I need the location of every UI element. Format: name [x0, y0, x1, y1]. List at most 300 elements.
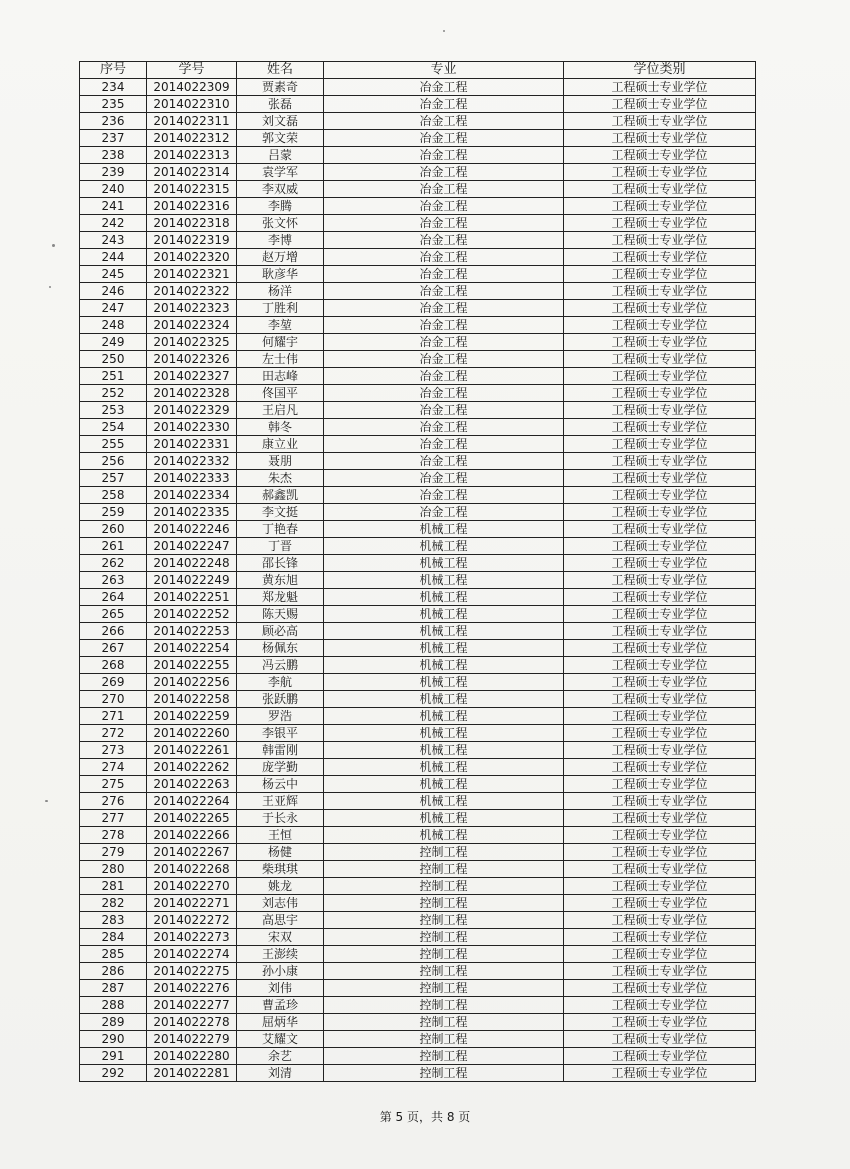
cell-seq: 278 [80, 827, 147, 844]
cell-name: 耿彦华 [237, 266, 324, 283]
header-degree-type: 学位类别 [564, 62, 756, 79]
table-row [80, 793, 756, 810]
cell-name: 庞学勤 [237, 759, 324, 776]
cell-student-id: 2014022314 [147, 164, 237, 181]
cell-major: 机械工程 [324, 623, 564, 640]
cell-name: 冯云鹏 [237, 657, 324, 674]
cell-student-id: 2014022255 [147, 657, 237, 674]
cell-major: 机械工程 [324, 674, 564, 691]
cell-major: 冶金工程 [324, 436, 564, 453]
cell-name: 左士伟 [237, 351, 324, 368]
cell-seq: 286 [80, 963, 147, 980]
cell-major: 控制工程 [324, 946, 564, 963]
cell-major: 冶金工程 [324, 317, 564, 334]
cell-seq: 288 [80, 997, 147, 1014]
cell-name: 郭文荣 [237, 130, 324, 147]
table-body [80, 79, 756, 1082]
cell-seq: 250 [80, 351, 147, 368]
cell-degree-type: 工程硕士专业学位 [564, 674, 756, 691]
cell-degree-type: 工程硕士专业学位 [564, 232, 756, 249]
cell-student-id: 2014022260 [147, 725, 237, 742]
cell-seq: 248 [80, 317, 147, 334]
table-row [80, 725, 756, 742]
table-row [80, 674, 756, 691]
cell-student-id: 2014022270 [147, 878, 237, 895]
header-major: 专业 [324, 62, 564, 79]
cell-student-id: 2014022249 [147, 572, 237, 589]
cell-degree-type: 工程硕士专业学位 [564, 419, 756, 436]
cell-degree-type: 工程硕士专业学位 [564, 436, 756, 453]
cell-student-id: 2014022320 [147, 249, 237, 266]
cell-student-id: 2014022312 [147, 130, 237, 147]
cell-seq: 267 [80, 640, 147, 657]
cell-seq: 265 [80, 606, 147, 623]
cell-major: 冶金工程 [324, 283, 564, 300]
cell-student-id: 2014022273 [147, 929, 237, 946]
table-row [80, 419, 756, 436]
cell-degree-type: 工程硕士专业学位 [564, 742, 756, 759]
cell-name: 刘志伟 [237, 895, 324, 912]
cell-seq: 292 [80, 1065, 147, 1082]
table-row [80, 640, 756, 657]
cell-student-id: 2014022251 [147, 589, 237, 606]
cell-student-id: 2014022266 [147, 827, 237, 844]
table-row [80, 776, 756, 793]
cell-student-id: 2014022275 [147, 963, 237, 980]
cell-student-id: 2014022258 [147, 691, 237, 708]
cell-seq: 269 [80, 674, 147, 691]
cell-major: 控制工程 [324, 963, 564, 980]
scan-speck [45, 800, 48, 802]
cell-major: 冶金工程 [324, 198, 564, 215]
cell-degree-type: 工程硕士专业学位 [564, 181, 756, 198]
cell-name: 黄东旭 [237, 572, 324, 589]
cell-major: 冶金工程 [324, 368, 564, 385]
table-row [80, 963, 756, 980]
cell-degree-type: 工程硕士专业学位 [564, 164, 756, 181]
cell-seq: 258 [80, 487, 147, 504]
table-row [80, 929, 756, 946]
cell-name: 高思宇 [237, 912, 324, 929]
cell-seq: 242 [80, 215, 147, 232]
cell-name: 张磊 [237, 96, 324, 113]
cell-name: 李银平 [237, 725, 324, 742]
cell-degree-type: 工程硕士专业学位 [564, 1048, 756, 1065]
cell-name: 李文挺 [237, 504, 324, 521]
cell-degree-type: 工程硕士专业学位 [564, 759, 756, 776]
cell-seq: 247 [80, 300, 147, 317]
cell-seq: 285 [80, 946, 147, 963]
cell-student-id: 2014022316 [147, 198, 237, 215]
table-row [80, 827, 756, 844]
cell-degree-type: 工程硕士专业学位 [564, 793, 756, 810]
cell-major: 机械工程 [324, 759, 564, 776]
cell-degree-type: 工程硕士专业学位 [564, 521, 756, 538]
cell-major: 控制工程 [324, 861, 564, 878]
table-row [80, 538, 756, 555]
table-row [80, 334, 756, 351]
table-row [80, 555, 756, 572]
cell-degree-type: 工程硕士专业学位 [564, 810, 756, 827]
cell-degree-type: 工程硕士专业学位 [564, 453, 756, 470]
cell-name: 丁晋 [237, 538, 324, 555]
table-row [80, 266, 756, 283]
cell-seq: 260 [80, 521, 147, 538]
cell-name: 陈天赐 [237, 606, 324, 623]
table-row [80, 810, 756, 827]
table-row [80, 215, 756, 232]
cell-degree-type: 工程硕士专业学位 [564, 351, 756, 368]
cell-student-id: 2014022253 [147, 623, 237, 640]
cell-student-id: 2014022334 [147, 487, 237, 504]
cell-student-id: 2014022246 [147, 521, 237, 538]
cell-seq: 253 [80, 402, 147, 419]
cell-major: 冶金工程 [324, 147, 564, 164]
cell-degree-type: 工程硕士专业学位 [564, 96, 756, 113]
cell-name: 杨健 [237, 844, 324, 861]
cell-major: 机械工程 [324, 793, 564, 810]
cell-name: 姚龙 [237, 878, 324, 895]
cell-major: 冶金工程 [324, 181, 564, 198]
cell-degree-type: 工程硕士专业学位 [564, 79, 756, 96]
cell-name: 佟国平 [237, 385, 324, 402]
cell-seq: 279 [80, 844, 147, 861]
cell-name: 杨云中 [237, 776, 324, 793]
cell-major: 机械工程 [324, 827, 564, 844]
cell-degree-type: 工程硕士专业学位 [564, 725, 756, 742]
cell-student-id: 2014022309 [147, 79, 237, 96]
table-row [80, 657, 756, 674]
cell-name: 田志峰 [237, 368, 324, 385]
cell-name: 郑龙魁 [237, 589, 324, 606]
cell-major: 控制工程 [324, 1031, 564, 1048]
cell-major: 控制工程 [324, 980, 564, 997]
cell-degree-type: 工程硕士专业学位 [564, 997, 756, 1014]
cell-seq: 284 [80, 929, 147, 946]
cell-seq: 276 [80, 793, 147, 810]
cell-student-id: 2014022252 [147, 606, 237, 623]
table-row [80, 317, 756, 334]
cell-student-id: 2014022328 [147, 385, 237, 402]
table-row [80, 844, 756, 861]
cell-student-id: 2014022330 [147, 419, 237, 436]
cell-degree-type: 工程硕士专业学位 [564, 402, 756, 419]
cell-major: 冶金工程 [324, 402, 564, 419]
cell-name: 杨洋 [237, 283, 324, 300]
cell-seq: 255 [80, 436, 147, 453]
cell-student-id: 2014022329 [147, 402, 237, 419]
cell-seq: 274 [80, 759, 147, 776]
cell-student-id: 2014022325 [147, 334, 237, 351]
cell-student-id: 2014022319 [147, 232, 237, 249]
cell-name: 吕蒙 [237, 147, 324, 164]
cell-major: 机械工程 [324, 538, 564, 555]
cell-degree-type: 工程硕士专业学位 [564, 623, 756, 640]
cell-major: 机械工程 [324, 810, 564, 827]
cell-seq: 282 [80, 895, 147, 912]
cell-degree-type: 工程硕士专业学位 [564, 827, 756, 844]
table-row [80, 198, 756, 215]
cell-seq: 238 [80, 147, 147, 164]
cell-major: 机械工程 [324, 555, 564, 572]
cell-major: 冶金工程 [324, 487, 564, 504]
cell-major: 控制工程 [324, 1065, 564, 1082]
cell-seq: 259 [80, 504, 147, 521]
table-row [80, 504, 756, 521]
cell-major: 机械工程 [324, 572, 564, 589]
cell-degree-type: 工程硕士专业学位 [564, 300, 756, 317]
cell-degree-type: 工程硕士专业学位 [564, 317, 756, 334]
cell-degree-type: 工程硕士专业学位 [564, 334, 756, 351]
cell-name: 柴琪琪 [237, 861, 324, 878]
cell-name: 李双威 [237, 181, 324, 198]
cell-name: 丁胜利 [237, 300, 324, 317]
cell-major: 机械工程 [324, 521, 564, 538]
cell-seq: 280 [80, 861, 147, 878]
cell-major: 冶金工程 [324, 164, 564, 181]
cell-degree-type: 工程硕士专业学位 [564, 861, 756, 878]
cell-major: 冶金工程 [324, 300, 564, 317]
cell-major: 冶金工程 [324, 232, 564, 249]
cell-name: 王澎续 [237, 946, 324, 963]
cell-major: 机械工程 [324, 589, 564, 606]
cell-name: 丁艳春 [237, 521, 324, 538]
cell-student-id: 2014022310 [147, 96, 237, 113]
cell-major: 控制工程 [324, 929, 564, 946]
cell-seq: 251 [80, 368, 147, 385]
cell-seq: 257 [80, 470, 147, 487]
table-row [80, 1065, 756, 1082]
table-row [80, 572, 756, 589]
table-row [80, 759, 756, 776]
cell-seq: 234 [80, 79, 147, 96]
cell-student-id: 2014022281 [147, 1065, 237, 1082]
cell-student-id: 2014022248 [147, 555, 237, 572]
cell-seq: 263 [80, 572, 147, 589]
cell-seq: 268 [80, 657, 147, 674]
cell-seq: 262 [80, 555, 147, 572]
table-row [80, 453, 756, 470]
table-row [80, 742, 756, 759]
cell-major: 机械工程 [324, 725, 564, 742]
cell-major: 机械工程 [324, 640, 564, 657]
cell-name: 郝鑫凯 [237, 487, 324, 504]
cell-seq: 239 [80, 164, 147, 181]
cell-student-id: 2014022279 [147, 1031, 237, 1048]
cell-major: 控制工程 [324, 844, 564, 861]
cell-student-id: 2014022278 [147, 1014, 237, 1031]
cell-student-id: 2014022332 [147, 453, 237, 470]
cell-name: 艾耀文 [237, 1031, 324, 1048]
cell-student-id: 2014022259 [147, 708, 237, 725]
cell-degree-type: 工程硕士专业学位 [564, 130, 756, 147]
cell-degree-type: 工程硕士专业学位 [564, 1065, 756, 1082]
cell-student-id: 2014022331 [147, 436, 237, 453]
table-row [80, 589, 756, 606]
table-row [80, 351, 756, 368]
cell-degree-type: 工程硕士专业学位 [564, 1031, 756, 1048]
table-row [80, 1014, 756, 1031]
cell-name: 刘清 [237, 1065, 324, 1082]
cell-student-id: 2014022268 [147, 861, 237, 878]
cell-degree-type: 工程硕士专业学位 [564, 249, 756, 266]
cell-seq: 240 [80, 181, 147, 198]
scan-speck [52, 244, 55, 247]
cell-degree-type: 工程硕士专业学位 [564, 215, 756, 232]
cell-student-id: 2014022265 [147, 810, 237, 827]
table-row [80, 980, 756, 997]
header-seq: 序号 [80, 62, 147, 79]
cell-name: 宋双 [237, 929, 324, 946]
cell-student-id: 2014022274 [147, 946, 237, 963]
roster-table [79, 61, 756, 1082]
cell-degree-type: 工程硕士专业学位 [564, 283, 756, 300]
cell-degree-type: 工程硕士专业学位 [564, 895, 756, 912]
cell-student-id: 2014022315 [147, 181, 237, 198]
scan-speck [443, 30, 445, 32]
cell-student-id: 2014022333 [147, 470, 237, 487]
cell-degree-type: 工程硕士专业学位 [564, 385, 756, 402]
cell-name: 何耀宇 [237, 334, 324, 351]
cell-seq: 246 [80, 283, 147, 300]
cell-seq: 291 [80, 1048, 147, 1065]
cell-seq: 281 [80, 878, 147, 895]
table-header-row [80, 62, 756, 79]
cell-name: 曹孟珍 [237, 997, 324, 1014]
cell-degree-type: 工程硕士专业学位 [564, 555, 756, 572]
table-row [80, 96, 756, 113]
cell-student-id: 2014022271 [147, 895, 237, 912]
cell-degree-type: 工程硕士专业学位 [564, 589, 756, 606]
cell-degree-type: 工程硕士专业学位 [564, 368, 756, 385]
header-name: 姓名 [237, 62, 324, 79]
cell-student-id: 2014022267 [147, 844, 237, 861]
header-student-id: 学号 [147, 62, 237, 79]
table-row [80, 878, 756, 895]
cell-student-id: 2014022335 [147, 504, 237, 521]
scan-speck [49, 286, 51, 288]
cell-name: 韩冬 [237, 419, 324, 436]
cell-name: 刘伟 [237, 980, 324, 997]
table-row [80, 895, 756, 912]
cell-student-id: 2014022311 [147, 113, 237, 130]
cell-name: 张跃鹏 [237, 691, 324, 708]
table-row [80, 912, 756, 929]
cell-name: 康立业 [237, 436, 324, 453]
cell-name: 屈炳华 [237, 1014, 324, 1031]
table-row [80, 436, 756, 453]
cell-major: 冶金工程 [324, 130, 564, 147]
table-row [80, 164, 756, 181]
cell-name: 刘文磊 [237, 113, 324, 130]
cell-student-id: 2014022254 [147, 640, 237, 657]
cell-name: 贾素奇 [237, 79, 324, 96]
cell-seq: 236 [80, 113, 147, 130]
cell-major: 冶金工程 [324, 334, 564, 351]
cell-major: 机械工程 [324, 691, 564, 708]
cell-major: 控制工程 [324, 895, 564, 912]
cell-seq: 264 [80, 589, 147, 606]
table-row [80, 300, 756, 317]
cell-name: 聂朋 [237, 453, 324, 470]
cell-student-id: 2014022322 [147, 283, 237, 300]
table-row [80, 861, 756, 878]
cell-seq: 256 [80, 453, 147, 470]
cell-major: 冶金工程 [324, 113, 564, 130]
cell-seq: 254 [80, 419, 147, 436]
cell-seq: 241 [80, 198, 147, 215]
cell-major: 机械工程 [324, 657, 564, 674]
cell-degree-type: 工程硕士专业学位 [564, 504, 756, 521]
cell-degree-type: 工程硕士专业学位 [564, 606, 756, 623]
cell-major: 冶金工程 [324, 249, 564, 266]
cell-major: 冶金工程 [324, 419, 564, 436]
cell-name: 李航 [237, 674, 324, 691]
cell-degree-type: 工程硕士专业学位 [564, 708, 756, 725]
cell-major: 冶金工程 [324, 79, 564, 96]
cell-name: 袁学军 [237, 164, 324, 181]
cell-degree-type: 工程硕士专业学位 [564, 657, 756, 674]
cell-seq: 275 [80, 776, 147, 793]
table-row [80, 249, 756, 266]
cell-degree-type: 工程硕士专业学位 [564, 470, 756, 487]
cell-major: 冶金工程 [324, 96, 564, 113]
cell-seq: 273 [80, 742, 147, 759]
cell-name: 王启凡 [237, 402, 324, 419]
cell-name: 韩雷刚 [237, 742, 324, 759]
table-row [80, 487, 756, 504]
cell-degree-type: 工程硕士专业学位 [564, 1014, 756, 1031]
table-row [80, 1031, 756, 1048]
cell-major: 控制工程 [324, 878, 564, 895]
cell-major: 冶金工程 [324, 453, 564, 470]
cell-student-id: 2014022323 [147, 300, 237, 317]
cell-seq: 270 [80, 691, 147, 708]
cell-name: 李堃 [237, 317, 324, 334]
page-number-footer: 第 5 页，共 8 页 [379, 1110, 471, 1124]
cell-major: 冶金工程 [324, 504, 564, 521]
cell-name: 于长永 [237, 810, 324, 827]
cell-major: 冶金工程 [324, 215, 564, 232]
cell-seq: 289 [80, 1014, 147, 1031]
cell-name: 孙小康 [237, 963, 324, 980]
cell-major: 控制工程 [324, 997, 564, 1014]
cell-name: 朱杰 [237, 470, 324, 487]
cell-major: 控制工程 [324, 912, 564, 929]
cell-degree-type: 工程硕士专业学位 [564, 113, 756, 130]
cell-degree-type: 工程硕士专业学位 [564, 266, 756, 283]
cell-major: 冶金工程 [324, 470, 564, 487]
cell-major: 控制工程 [324, 1048, 564, 1065]
cell-name: 张文怀 [237, 215, 324, 232]
cell-seq: 237 [80, 130, 147, 147]
cell-student-id: 2014022272 [147, 912, 237, 929]
cell-major: 控制工程 [324, 1014, 564, 1031]
cell-seq: 271 [80, 708, 147, 725]
cell-seq: 283 [80, 912, 147, 929]
table-row [80, 997, 756, 1014]
cell-seq: 261 [80, 538, 147, 555]
cell-student-id: 2014022263 [147, 776, 237, 793]
table-row [80, 113, 756, 130]
table-row [80, 691, 756, 708]
cell-degree-type: 工程硕士专业学位 [564, 198, 756, 215]
cell-name: 顾必高 [237, 623, 324, 640]
table-row [80, 79, 756, 96]
cell-degree-type: 工程硕士专业学位 [564, 538, 756, 555]
cell-major: 机械工程 [324, 606, 564, 623]
cell-seq: 290 [80, 1031, 147, 1048]
